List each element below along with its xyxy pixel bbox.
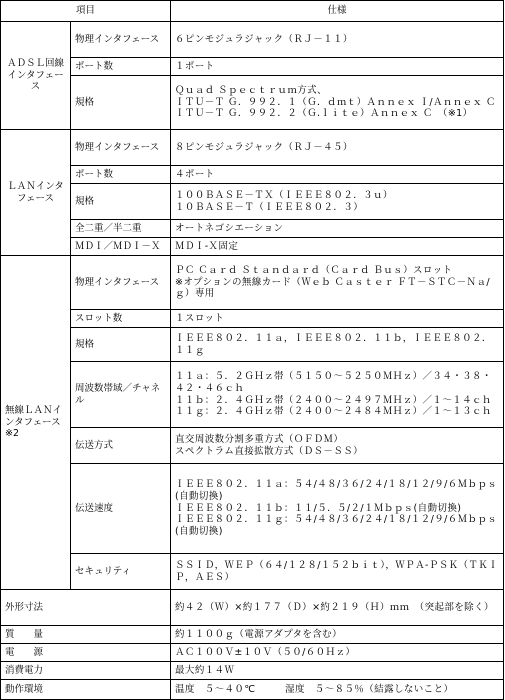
wlan-slots-value: １スロット (171, 310, 504, 328)
adsl-category: ＡＤＳＬ回線インタフェース (1, 22, 71, 130)
wlan-standard-value: ＩＥＥＥ８０２．１１ａ，ＩＥＥＥ８０２．１１ｂ，ＩＥＥＥ８０２．１１ｇ (171, 328, 504, 362)
wlan-transmission-line: 直交周波数分割多重方式（ＯＦＤＭ） (175, 433, 344, 445)
wlan-transmission-row (1, 428, 504, 464)
wlan-speed-line: ＩＥＥＥ８０２．１１ｇ：５４/４８/３６/２４/１８/１２/９/６Ｍｂｐｓ(自動切換) (175, 514, 498, 538)
lan-duplex-row (1, 220, 504, 238)
wlan-freq-line: １１ａ：５．２ＧＨｚ帯（５１５０～５２５０ＭＨｚ）／３４・３８・４２・４６ｃｈ (175, 370, 492, 394)
mass-value: 約１１００ｇ（電源アダプタを含む） (171, 626, 504, 644)
lan-standard-line: １００ＢＡＳＥ－ＴＸ（ＩＥＥＥ８０２．３ｕ） (175, 189, 393, 201)
lan-physical-value: ８ピンモジュラジャック（ＲＪ－４５） (171, 130, 504, 166)
wlan-transmission-label: 伝送方式 (71, 428, 171, 464)
wlan-physical-label: 物理インタフェース (71, 256, 171, 310)
adsl-ports-label: ポート数 (71, 58, 171, 76)
wlan-slots-row (1, 310, 504, 328)
environment-label: 動作環境 (1, 680, 171, 700)
adsl-standard-line: ＩＴＵ－Ｔ Ｇ．９９２．１（Ｇ．ｄｍｔ）Ａｎｎｅｘ Ｉ/Ａｎｎｅｘ Ｃ (175, 96, 496, 108)
adsl-standard-row (1, 76, 504, 130)
lan-duplex-value: オートネゴシエーション (171, 220, 504, 238)
wlan-security-label: セキュリティ (71, 554, 171, 590)
lan-ports-value: ４ポート (171, 166, 504, 184)
wlan-security-value: ＳＳＩＤ，ＷＥＰ（６４/１２８/１５２ｂｉｔ），ＷＰＡ-ＰＳＫ（ＴＫＩＰ，ＡＥＳ） (171, 554, 504, 590)
wlan-category: 無線ＬＡＮインタフェース※2 (1, 256, 71, 590)
dimensions-label: 外形寸法 (1, 590, 171, 626)
lan-ports-label: ポート数 (71, 166, 171, 184)
wlan-freq-label: 周波数帯域／チャネル (71, 362, 171, 428)
consumption-label: 消費電力 (1, 662, 171, 680)
wlan-freq-value (171, 362, 504, 428)
adsl-standard-label: 規格 (71, 76, 171, 130)
lan-physical-label: 物理インタフェース (71, 130, 171, 166)
adsl-standard-value (171, 76, 504, 130)
adsl-standard-line: ＩＴＵ－Ｔ Ｇ．９９２．２（Ｇ.ｌｉｔｅ）Ａｎｎｅｘ Ｃ （※1） (175, 108, 473, 120)
header-spec: 仕様 (171, 1, 504, 22)
wlan-transmission-line: スペクトラム直接拡散方式（ＤＳ－ＳＳ） (175, 445, 364, 457)
mass-label: 質 量 (1, 626, 171, 644)
header-row (1, 1, 504, 22)
wlan-speed-value (171, 464, 504, 554)
wlan-standard-label: 規格 (71, 328, 171, 362)
lan-standard-row (1, 184, 504, 220)
wlan-freq-line: １１ｂ：２．４ＧＨｚ帯（２４００～２４９７ＭＨｚ）／１～１４ｃｈ (175, 394, 492, 406)
lan-standard-line: １０ＢＡＳＥ－Ｔ（ＩＥＥＥ８０２．３） (175, 201, 364, 213)
lan-ports-row (1, 166, 504, 184)
header-item: 項目 (1, 1, 171, 22)
wlan-freq-line: １１ｇ：２．４ＧＨｚ帯（２４００～２４８４ＭＨｚ）／１～１３ｃｈ (175, 406, 492, 418)
wlan-security-row (1, 554, 504, 590)
lan-standard-value (171, 184, 504, 220)
wlan-slots-label: スロット数 (71, 310, 171, 328)
adsl-standard-line: Ｑｕａｄ Ｓｐｅｃｔｒｕｍ方式、 (175, 84, 327, 96)
wlan-physical-row (1, 256, 504, 310)
lan-duplex-label: 全二重／半二重 (71, 220, 171, 238)
lan-mdi-row (1, 238, 504, 256)
lan-category: ＬＡＮインタフェース (1, 130, 71, 256)
dimensions-row (1, 590, 504, 626)
power-value: ＡＣ１００Ｖ±１０Ｖ（５０/６０Ｈｚ） (171, 644, 504, 662)
wlan-physical-line: ＰＣ Ｃａｒｄ Ｓｔａｎｄａｒｄ（Ｃａｒｄ Ｂｕｓ）スロット (175, 264, 453, 276)
adsl-physical-label: 物理インタフェース (71, 22, 171, 58)
power-label: 電 源 (1, 644, 171, 662)
lan-standard-label: 規格 (71, 184, 171, 220)
wlan-freq-row (1, 362, 504, 428)
adsl-ports-value: １ポート (171, 58, 504, 76)
wlan-speed-row (1, 464, 504, 554)
dimensions-value: 約４２（Ｗ）×約１７７（Ｄ）×約２１９（Ｈ）ｍｍ （突起部を除く） (171, 590, 504, 626)
lan-physical-row (1, 130, 504, 166)
wlan-physical-line: ※オプションの無線カード（Ｗｅｂ Ｃａｓｔｅｒ ＦＴ－ＳＴＣ－Ｎａ/ｇ）専用 (175, 276, 490, 300)
adsl-physical-row (1, 22, 504, 58)
wlan-transmission-value (171, 428, 504, 464)
adsl-physical-value: ６ピンモジュラジャック（ＲＪ－１１） (171, 22, 504, 58)
wlan-speed-label: 伝送速度 (71, 464, 171, 554)
environment-value: 温度 ５～４０℃ 湿度 ５～８５％（結露しないこと） (171, 680, 504, 700)
environment-row (1, 680, 504, 700)
wlan-speed-line: ＩＥＥＥ８０２．１１ａ：５４/４８/３６/２４/１８/１２/９/６Ｍｂｐｓ(自動切換) (175, 478, 498, 502)
consumption-value: 最大約１４Ｗ (171, 662, 504, 680)
adsl-ports-row (1, 58, 504, 76)
lan-mdi-label: ＭＤＩ／ＭＤＩ－Ｘ (71, 238, 171, 256)
wlan-physical-value (171, 256, 504, 310)
wlan-standard-row (1, 328, 504, 362)
power-row (1, 644, 504, 662)
wlan-speed-line: ＩＥＥＥ８０２．１１ｂ：１１/５．５/２/１Ｍｂｐｓ(自動切換) (175, 502, 462, 514)
mass-row (1, 626, 504, 644)
lan-mdi-value: ＭＤＩ-Ｘ固定 (171, 238, 504, 256)
consumption-row (1, 662, 504, 680)
